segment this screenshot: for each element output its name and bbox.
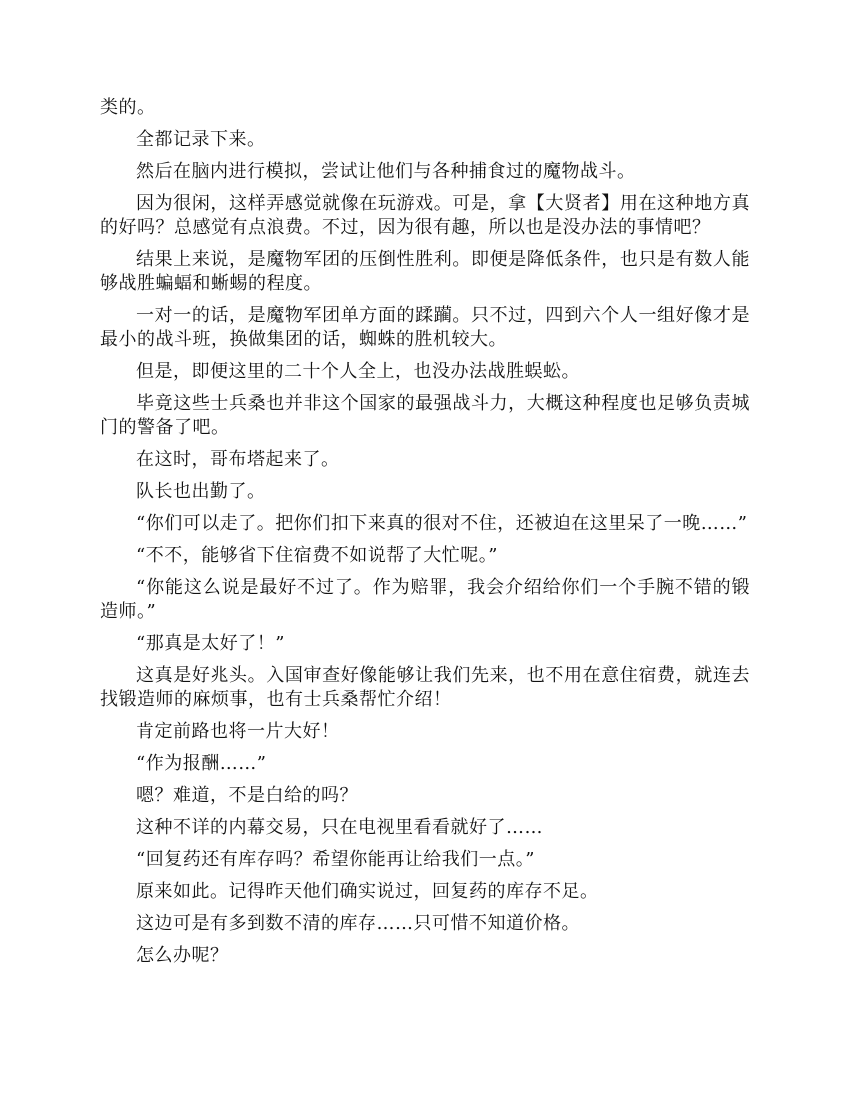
- paragraph: 但是，即便这里的二十个人全上，也没办法战胜蜈蚣。: [136, 361, 580, 382]
- paragraph: 怎么办呢？: [136, 945, 229, 966]
- paragraph: 类的。: [100, 97, 156, 118]
- paragraph: 原来如此。记得昨天他们确实说过，回复药的库存不足。: [136, 881, 599, 902]
- document-page: [100, 96, 750, 976]
- paragraph: 一对一的话，是魔物军团单方面的蹂躏。只不过，四到六个人一组好像才是最小的战斗班，换做集团的话，蜘蛛的胜机较大。: [100, 305, 750, 350]
- dialogue-paragraph: “不不，能够省下住宿费不如说帮了大忙呢。”: [136, 545, 498, 566]
- dialogue-paragraph: “那真是太好了！”: [136, 633, 285, 654]
- paragraph: 嗯？难道，不是白给的吗？: [136, 785, 358, 806]
- paragraph: 这边可是有多到数不清的库存……只可惜不知道价格。: [136, 913, 580, 934]
- paragraph: 这真是好兆头。入国审查好像能够让我们先来，也不用在意住宿费，就连去找锻造师的麻烦事，也有士兵桑帮忙介绍！: [100, 665, 750, 710]
- paragraph: 队长也出勤了。: [136, 481, 266, 502]
- dialogue-paragraph: “回复药还有库存吗？希望你能再让给我们一点。”: [136, 849, 535, 870]
- paragraph: 肯定前路也将一片大好！: [136, 721, 340, 742]
- dialogue-paragraph: “你能这么说是最好不过了。作为赔罪，我会介绍给你们一个手腕不错的锻造师。”: [100, 577, 750, 622]
- paragraph: 全都记录下来。: [136, 129, 266, 150]
- paragraph: 这种不详的内幕交易，只在电视里看看就好了……: [136, 817, 543, 838]
- paragraph: 毕竟这些士兵桑也并非这个国家的最强战斗力，大概这种程度也足够负责城门的警备了吧。: [100, 393, 750, 438]
- dialogue-paragraph: “作为报酬……”: [136, 753, 267, 774]
- paragraph: 因为很闲，这样弄感觉就像在玩游戏。可是，拿【大贤者】用在这种地方真的好吗？总感觉有点浪费。不过，因为很有趣，所以也是没办法的事情吧？: [100, 193, 750, 238]
- dialogue-paragraph: “你们可以走了。把你们扣下来真的很对不住，还被迫在这里呆了一晚……”: [136, 513, 748, 534]
- paragraph: 然后在脑内进行模拟，尝试让他们与各种捕食过的魔物战斗。: [136, 161, 636, 182]
- paragraph: 在这时，哥布塔起来了。: [136, 449, 340, 470]
- paragraph: 结果上来说，是魔物军团的压倒性胜利。即便是降低条件，也只是有数人能够战胜蝙蝠和蜥蜴的程度。: [100, 249, 750, 294]
